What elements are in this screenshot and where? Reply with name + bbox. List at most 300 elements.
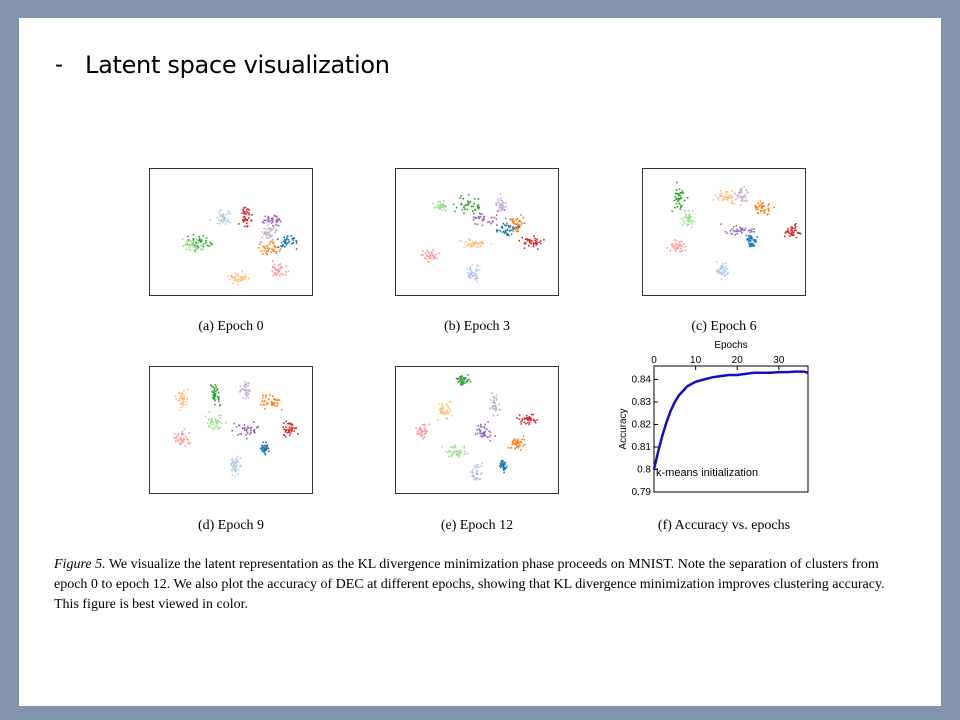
scatter-point [181,403,183,405]
scatter-point [237,434,239,436]
scatter-point [510,225,512,227]
scatter-point [272,275,274,277]
scatter-point [450,401,452,403]
scatter-point [215,386,217,388]
scatter-point [730,230,732,232]
scatter-point [422,438,424,440]
scatter-point [461,376,463,378]
scatter-point [269,243,271,245]
scatter-point [500,207,502,209]
scatter-point [273,228,275,230]
scatter-point [468,275,470,277]
scatter-point [288,241,290,243]
scatter-point [287,242,289,244]
scatter-point [521,420,523,422]
scatter-point [205,416,207,418]
y-tick-label: 0.79 [631,487,651,498]
scatter-point [505,230,507,232]
scatter-point [476,470,478,472]
scatter-point [248,217,250,219]
scatter-point [263,451,265,453]
scatter-point [477,266,479,268]
scatter-point [244,424,246,426]
scatter-point [477,278,479,280]
y-tick-label: 0.83 [631,397,651,408]
scatter-point [266,222,268,224]
scatter-point [275,247,277,249]
scatter-point [209,219,211,221]
scatter-point [462,209,464,211]
scatter-point [765,209,767,211]
scatter-point [285,436,287,438]
scatter-point [689,217,691,219]
scatter-point [180,437,182,439]
scatter-plot [643,169,807,297]
scatter-point [503,223,505,225]
scatter-point [500,197,502,199]
scatter-point [501,210,503,212]
scatter-point [476,472,478,474]
scatter-point [284,241,286,243]
scatter-point [215,419,217,421]
scatter-point [214,400,216,402]
scatter-point [284,246,286,248]
scatter-point [441,412,443,414]
scatter-point [272,396,274,398]
scatter-point [527,422,529,424]
scatter-point [475,270,477,272]
scatter-point [454,451,456,453]
scatter-point [480,245,482,247]
scatter-point [480,216,482,218]
scatter-point [521,222,523,224]
scatter-point [199,238,201,240]
scatter-point [231,430,233,432]
scatter-point [490,434,492,436]
accuracy-chart [600,340,815,500]
scatter-point [744,195,746,197]
scatter-point [274,274,276,276]
scatter-point [449,411,451,413]
scatter-point [205,240,207,242]
scatter-point [188,244,190,246]
scatter-point [679,188,681,190]
scatter-point [224,217,226,219]
scatter-point [270,230,272,232]
scatter-point [236,458,238,460]
scatter-point [478,208,480,210]
scatter-point [245,434,247,436]
scatter-point [416,433,418,435]
scatter-point [682,192,684,194]
scatter-point [683,224,685,226]
scatter-point [244,218,246,220]
scatter-point [289,434,291,436]
scatter-point [472,474,474,476]
scatter-point [260,404,262,406]
scatter-point [538,242,540,244]
scatter-point [690,220,692,222]
scatter-point [241,212,243,214]
scatter-point [211,420,213,422]
scatter-point [274,232,276,234]
scatter-point [265,252,267,254]
scatter-point [276,400,278,402]
scatter-point [742,196,744,198]
scatter-point [295,240,297,242]
scatter-point [237,456,239,458]
scatter-point [501,204,503,206]
scatter-point [481,435,483,437]
scatter-point [244,278,246,280]
scatter-point [735,230,737,232]
scatter-point [500,464,502,466]
scatter-point [217,424,219,426]
scatter-point [483,218,485,220]
scatter-point [768,208,770,210]
scatter-point [239,391,241,393]
scatter-point [279,273,281,275]
scatter-point [747,191,749,193]
scatter-point [178,392,180,394]
scatter-point [249,434,251,436]
scatter-point [479,207,481,209]
scatter-point [464,241,466,243]
scatter-point [499,209,501,211]
scatter-panel-epoch-0 [149,168,313,296]
scatter-point [712,199,714,201]
scatter-point [758,213,760,215]
scatter-point [276,274,278,276]
scatter-point [492,392,494,394]
scatter-point [758,202,760,204]
scatter-point [477,207,479,209]
scatter-point [484,216,486,218]
scatter-point [196,246,198,248]
scatter-point [535,240,537,242]
scatter-point [185,436,187,438]
scatter-point [465,204,467,206]
scatter-point [209,419,211,421]
scatter-point [240,385,242,387]
scatter-point [674,196,676,198]
scatter-point [474,465,476,467]
scatter-point [267,248,269,250]
scatter-point [511,444,513,446]
scatter-point [455,447,457,449]
scatter-point [256,427,258,429]
scatter-point [523,439,525,441]
scatter-point [525,423,527,425]
scatter-point [749,238,751,240]
scatter-point [174,437,176,439]
scatter-point [248,212,250,214]
scatter-point [723,272,725,274]
scatter-point [461,451,463,453]
scatter-point [175,438,177,440]
scatter-point [741,200,743,202]
scatter-point [448,456,450,458]
figure-caption-text: We visualize the latent representation as the KL divergence minimization phase proceeds on MNIST. Note the separation of clusters from epoch 0 to epoch 12. We also plot the accuracy of DEC at different epochs, showing that KL divergence minimization improves clustering accuracy. This figure is best viewed in color. [54,557,885,612]
scatter-point [501,461,503,463]
scatter-point [719,271,721,273]
scatter-point [424,433,426,435]
scatter-point [510,447,512,449]
scatter-point [451,456,453,458]
scatter-point [280,221,282,223]
scatter-point [715,195,717,197]
scatter-point [242,219,244,221]
scatter-point [526,415,528,417]
scatter-point [218,212,220,214]
scatter-point [515,439,517,441]
scatter-point [425,252,427,254]
scatter-point [265,396,267,398]
scatter-point [237,274,239,276]
scatter-point [675,250,677,252]
x-tick-label: 30 [773,355,785,366]
scatter-point [450,447,452,449]
scatter-point [209,411,211,413]
scatter-point [511,234,513,236]
scatter-point [738,230,740,232]
scatter-point [220,221,222,223]
scatter-point [272,239,274,241]
scatter-point [279,250,281,252]
scatter-point [443,200,445,202]
scatter-point [210,384,212,386]
scatter-point [234,469,236,471]
scatter-point [181,442,183,444]
scatter-point [531,418,533,420]
scatter-point [249,214,251,216]
scatter-point [531,414,533,416]
scatter-point [529,242,531,244]
scatter-point [464,451,466,453]
scatter-point [493,415,495,417]
scatter-point [673,246,675,248]
scatter-point [472,206,474,208]
scatter-point [503,209,505,211]
scatter-point [221,219,223,221]
scatter-point [752,245,754,247]
scatter-point [236,280,238,282]
scatter-panel-epoch-3 [395,168,559,296]
scatter-point [222,219,224,221]
scatter-point [271,403,273,405]
scatter-point [210,427,212,429]
scatter-point [248,393,250,395]
scatter-point [460,204,462,206]
scatter-point [268,399,270,401]
scatter-point [439,403,441,405]
scatter-point [473,219,475,221]
scatter-point [240,277,242,279]
scatter-point [178,433,180,435]
scatter-point [523,445,525,447]
scatter-point [462,381,464,383]
scatter-point [267,232,269,234]
scatter-point [270,220,272,222]
scatter-point [463,207,465,209]
scatter-point [741,232,743,234]
scatter-point [268,218,270,220]
scatter-point [745,228,747,230]
scatter-point [519,414,521,416]
scatter-point [725,197,727,199]
scatter-point [265,216,267,218]
scatter-point [247,390,249,392]
scatter-point [447,413,449,415]
scatter-point [751,229,753,231]
scatter-point [181,397,183,399]
scatter-point [484,427,486,429]
scatter-point [534,238,536,240]
scatter-point [238,469,240,471]
scatter-point [755,207,757,209]
scatter-point [508,225,510,227]
scatter-point [215,384,217,386]
scatter-point [183,390,185,392]
scatter-point [180,444,182,446]
scatter-point [283,237,285,239]
scatter-point [750,231,752,233]
scatter-point [244,390,246,392]
scatter-point [193,246,195,248]
scatter-point [235,273,237,275]
scatter-point [681,190,683,192]
scatter-point [722,199,724,201]
scatter-point [250,430,252,432]
scatter-point [175,441,177,443]
scatter-point [478,428,480,430]
scatter-point [284,435,286,437]
scatter-point [442,407,444,409]
scatter-point [180,396,182,398]
scatter-point [182,403,184,405]
scatter-point [467,374,469,376]
scatter-point [452,453,454,455]
scatter-point [757,209,759,211]
scatter-point [186,398,188,400]
scatter-point [791,230,793,232]
scatter-point [742,198,744,200]
scatter-point [476,429,478,431]
scatter-point [506,234,508,236]
scatter-point [458,456,460,458]
scatter-point [266,446,268,448]
scatter-point [502,200,504,202]
scatter-point [266,402,268,404]
scatter-point [466,246,468,248]
scatter-point [182,245,184,247]
scatter-point [187,241,189,243]
scatter-point [176,436,178,438]
scatter-point [457,381,459,383]
x-tick-label: 10 [690,355,702,366]
scatter-point [445,210,447,212]
scatter-point [511,219,513,221]
slide-title: Latent space visualization [85,51,390,79]
scatter-point [248,385,250,387]
scatter-point [285,421,287,423]
scatter-point [674,239,676,241]
scatter-point [244,428,246,430]
scatter-point [537,248,539,250]
scatter-point [427,261,429,263]
scatter-point [269,231,271,233]
scatter-point [254,432,256,434]
scatter-point [680,248,682,250]
scatter-point [469,276,471,278]
scatter-point [179,400,181,402]
scatter-point [273,226,275,228]
scatter-point [745,235,747,237]
scatter-point [270,236,272,238]
scatter-point [466,380,468,382]
scatter-point [288,271,290,273]
scatter-point [739,227,741,229]
scatter-point [524,247,526,249]
scatter-point [283,429,285,431]
scatter-point [288,429,290,431]
caption-epoch-3: (b) Epoch 3 [443,319,511,334]
scatter-point [489,221,491,223]
scatter-point [286,244,288,246]
scatter-point [502,227,504,229]
scatter-point [752,243,754,245]
scatter-point [296,242,298,244]
scatter-point [499,203,501,205]
scatter-point [496,398,498,400]
scatter-point [505,218,507,220]
scatter-point [186,404,188,406]
scatter-point [762,202,764,204]
scatter-point [477,246,479,248]
scatter-point [244,213,246,215]
scatter-point [276,229,278,231]
scatter-point [188,247,190,249]
scatter-point [680,192,682,194]
scatter-point [263,246,265,248]
scatter-point [232,475,234,477]
scatter-point [757,236,759,238]
scatter-point [290,428,292,430]
scatter-point [516,446,518,448]
scatter-point [543,239,545,241]
scatter-point [423,254,425,256]
scatter-point [507,229,509,231]
scatter-point [472,472,474,474]
scatter-point [288,423,290,425]
scatter-point [206,237,208,239]
scatter-point [182,393,184,395]
scatter-point [285,239,287,241]
scatter-point [740,191,742,193]
scatter-point [458,452,460,454]
scatter-point [468,238,470,240]
scatter-point [271,248,273,250]
scatter-point [263,228,265,230]
scatter-point [479,213,481,215]
scatter-point [476,243,478,245]
scatter-point [476,275,478,277]
scatter-point [212,391,214,393]
scatter-point [182,395,184,397]
scatter-point [473,476,475,478]
scatter-point [523,435,525,437]
scatter-point [264,404,266,406]
